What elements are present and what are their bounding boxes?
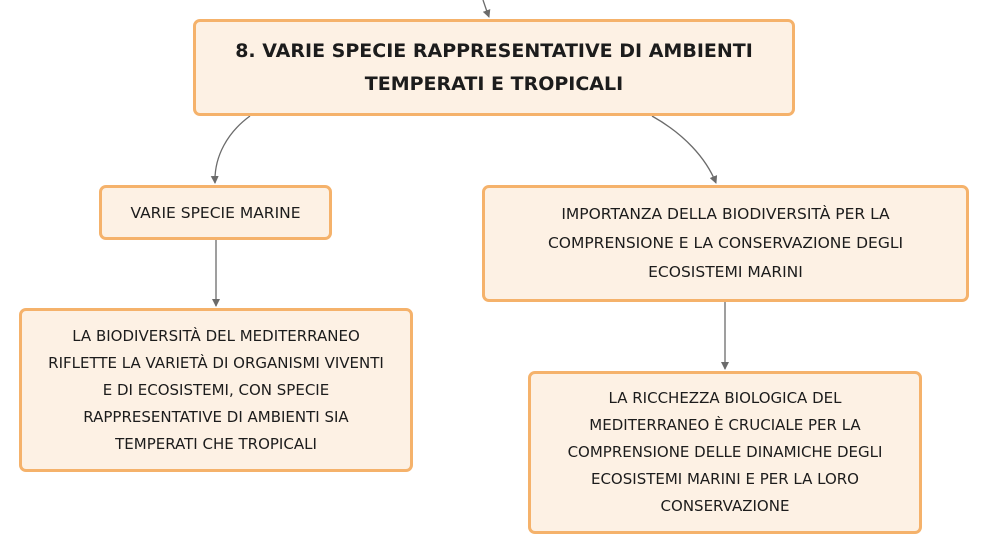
main-topic-text: 8. VARIE SPECIE RAPPRESENTATIVE DI AMBIENTI TEMPERATI E TROPICALI [235,39,753,95]
connector-incoming [483,0,489,17]
mediterranean-biodiversity-text: LA BIODIVERSITÀ DEL MEDITERRANEO RIFLETTE LA VARIETÀ DI ORGANISMI VIVENTI E DI ECOSISTEMI, CON SPECIE RAPPRESENTATIVE DI AMBIENTI SIA TEMPERATI CHE TROPICALI [48,326,384,453]
biodiversity-importance-node[interactable] [482,185,969,302]
connector-main-to-importance [652,116,716,183]
biological-richness-node[interactable] [528,371,922,534]
biodiversity-importance-text: IMPORTANZA DELLA BIODIVERSITÀ PER LA COMPRENSIONE E LA CONSERVAZIONE DEGLI ECOSISTEMI MARINI [547,205,904,281]
mediterranean-biodiversity-node[interactable] [19,308,413,472]
main-topic-node[interactable] [193,19,795,116]
marine-species-text: VARIE SPECIE MARINE [130,203,301,222]
connector-main-to-marine [215,116,250,183]
marine-species-node[interactable] [99,185,332,240]
biological-richness-text: LA RICCHEZZA BIOLOGICA DEL MEDITERRANEO È CRUCIALE PER LA COMPRENSIONE DELLE DINAMICHE DEGLI ECOSISTEMI MARINI E PER LA LORO CONSERVAZIONE [567,389,883,515]
